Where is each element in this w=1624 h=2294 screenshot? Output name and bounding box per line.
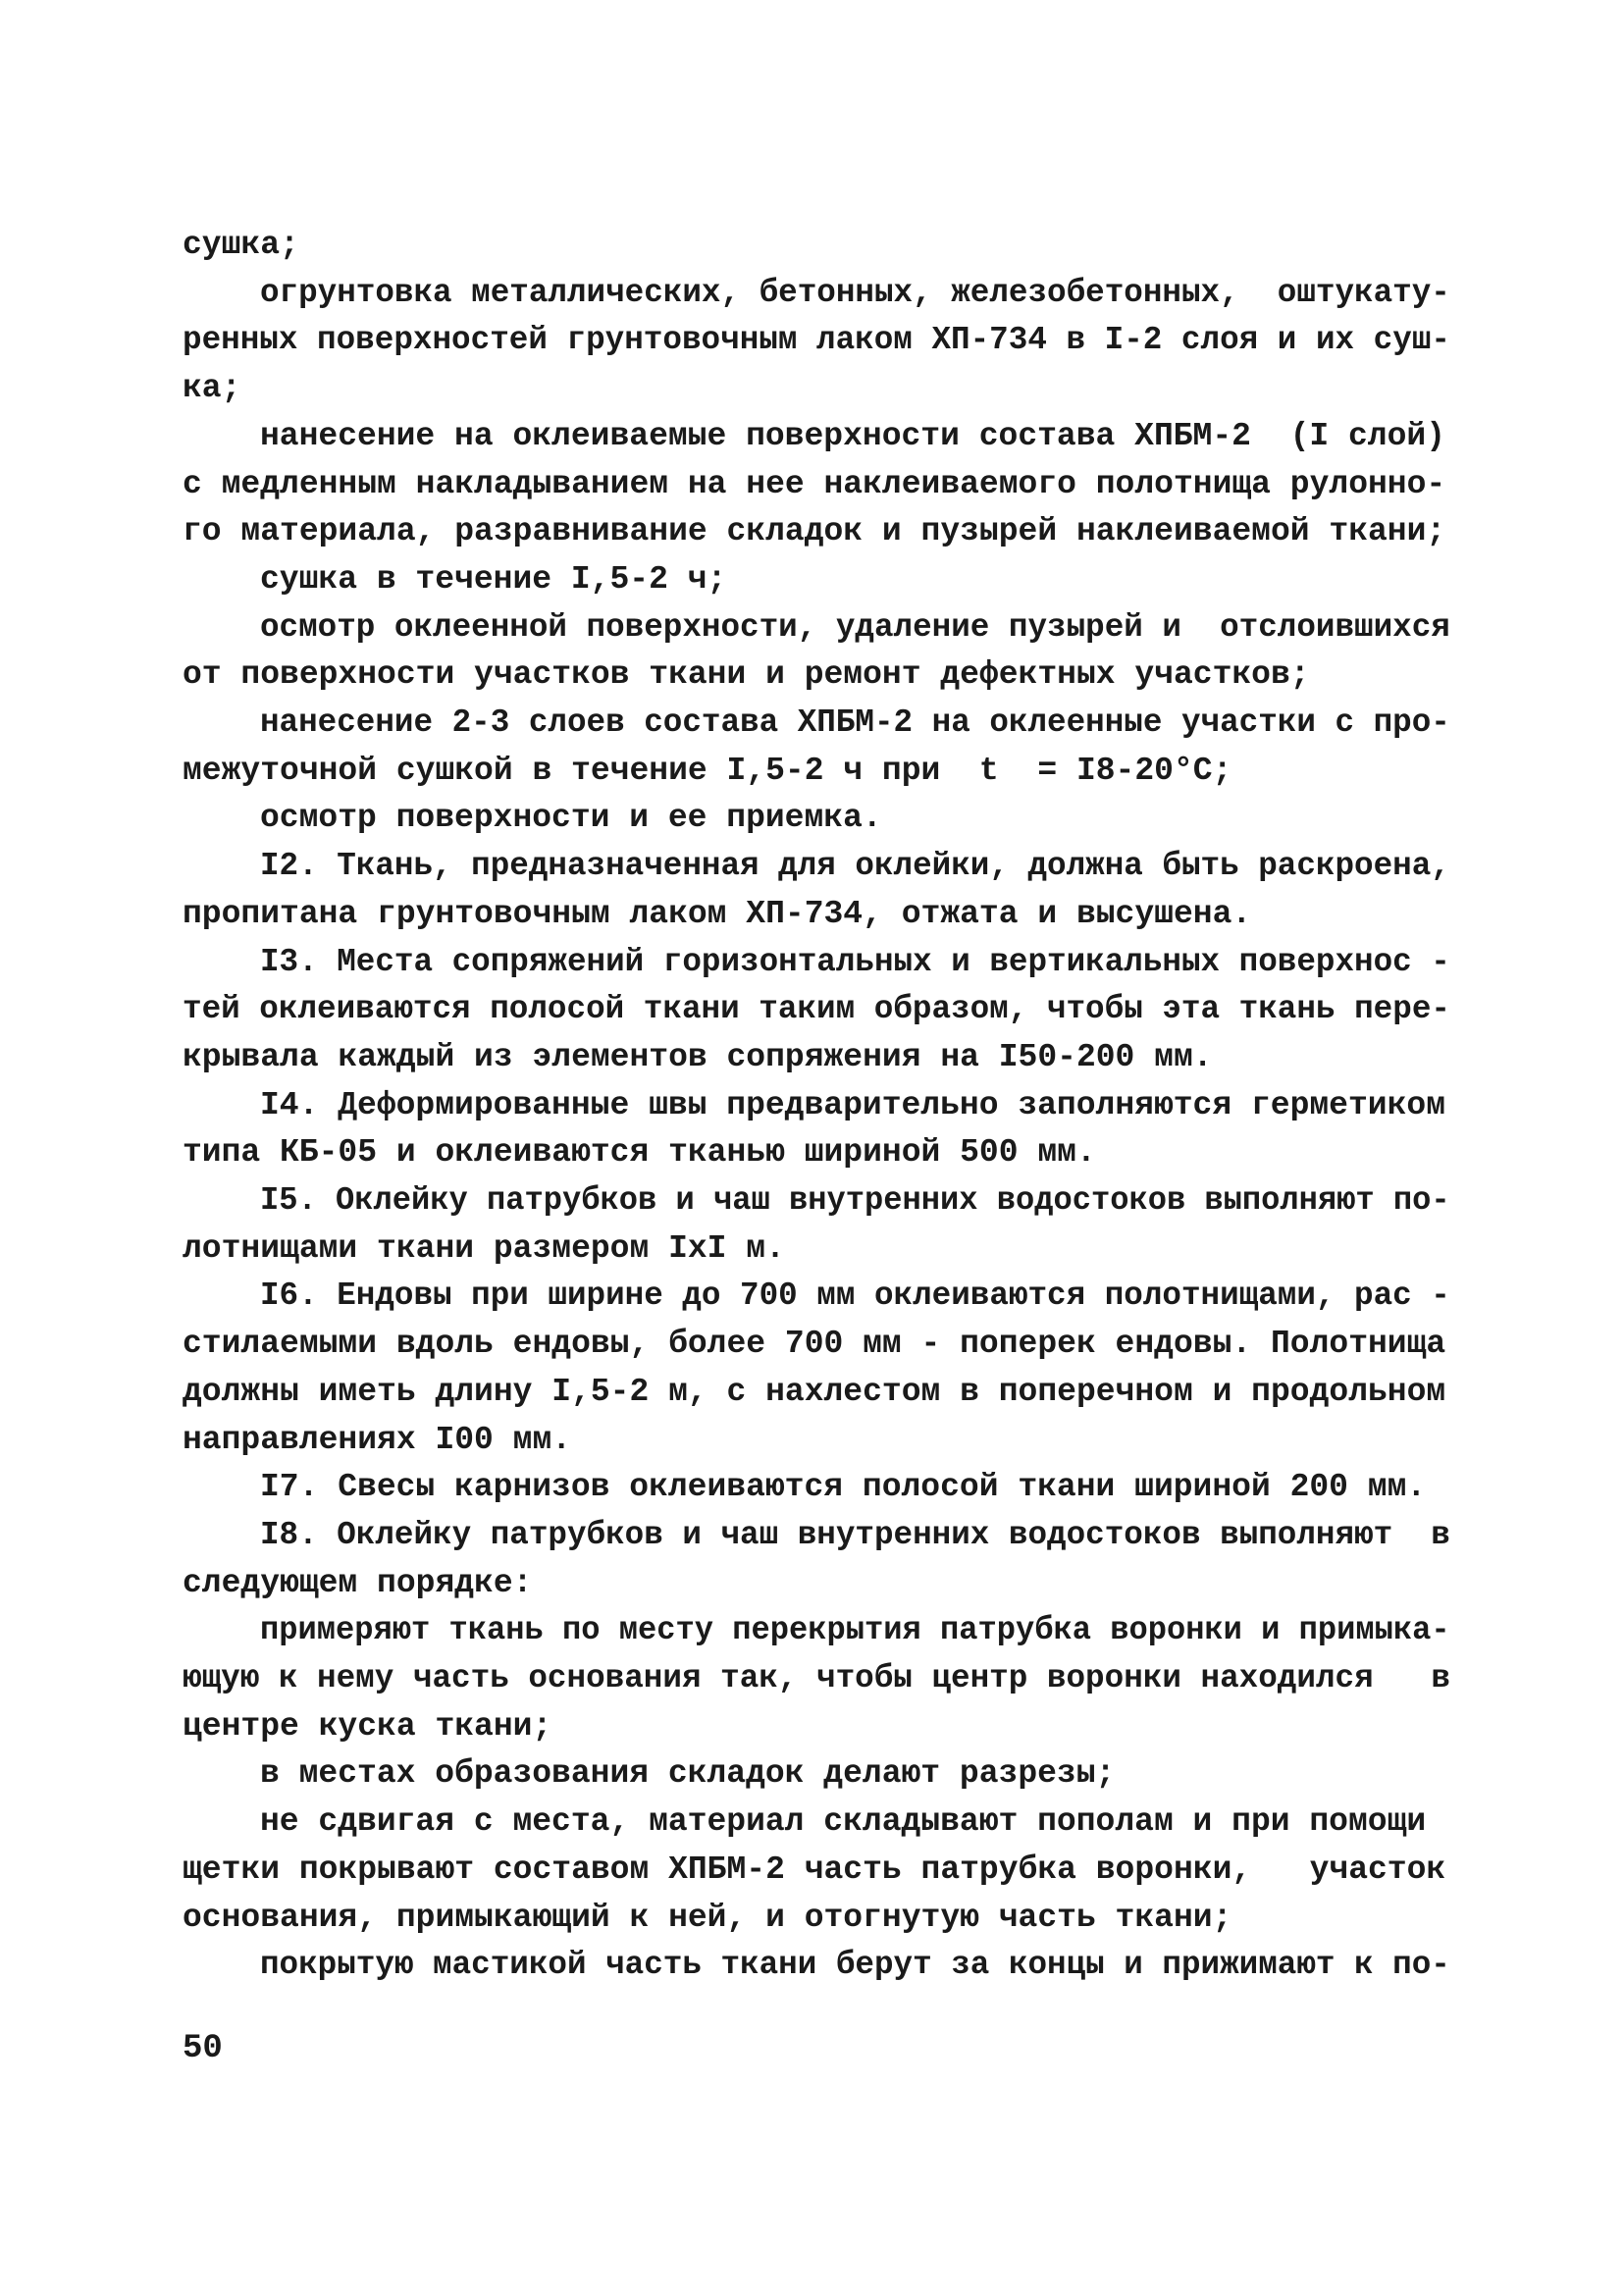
text-line: сушка; [183, 227, 299, 263]
text-line: нанесение на оклеиваемые поверхности состава ХПБМ-2 (I слой) [260, 418, 1445, 454]
text-line: основания, примыкающий к ней, и отогнутую часть ткани; [183, 1900, 1232, 1936]
text-line: го материала, разравнивание складок и пузырей наклеиваемой ткани; [183, 513, 1446, 549]
text-line: осмотр оклеенной поверхности, удаление пузырей и отслоившихся [260, 609, 1450, 646]
text-line: с медленным накладыванием на нее наклеиваемого полотнища рулонно- [183, 466, 1446, 502]
text-line: сушка в течение I,5-2 ч; [260, 561, 727, 598]
text-line: примеряют ткань по месту перекрытия патрубка воронки и примыка- [260, 1612, 1450, 1648]
text-line: I5. Оклейку патрубков и чаш внутренних водостоков выполняют по- [260, 1182, 1450, 1219]
text-line: стилаемыми вдоль ендовы, более 700 мм - поперек ендовы. Полотнища [183, 1326, 1446, 1362]
text-line: нанесение 2-3 слоев состава ХПБМ-2 на оклеенные участки с про- [260, 704, 1450, 741]
text-line: крывала каждый из элементов сопряжения на I50-200 мм. [183, 1039, 1213, 1075]
text-line: не сдвигая с места, материал складывают пополам и при помощи [260, 1803, 1427, 1840]
text-line: пропитана грунтовочным лаком ХП-734, отжата и высушена. [183, 896, 1252, 932]
text-line: тей оклеиваются полосой ткани таким образом, чтобы эта ткань пере- [183, 991, 1450, 1027]
text-line: центре куска ткани; [183, 1708, 552, 1745]
text-line: в местах образования складок делают разрезы; [260, 1755, 1116, 1792]
text-line: от поверхности участков ткани и ремонт дефектных участков; [183, 656, 1310, 693]
text-line: покрытую мастикой часть ткани берут за концы и прижимают к по- [260, 1947, 1450, 1983]
text-line: I4. Деформированные швы предварительно заполняются герметиком [260, 1087, 1445, 1123]
text-line: следующем порядке: [183, 1565, 533, 1601]
page-number: 50 [183, 2030, 223, 2067]
text-line: межуточной сушкой в течение I,5-2 ч при t = I8-20°С; [183, 753, 1232, 789]
text-line: ющую к нему часть основания так, чтобы центр воронки находился в [183, 1660, 1450, 1696]
text-line: осмотр поверхности и ее приемка. [260, 800, 882, 836]
text-line: I3. Места сопряжений горизонтальных и вертикальных поверхнос - [260, 944, 1450, 980]
text-line: должны иметь длину I,5-2 м, с нахлестом в поперечном и продольном [183, 1374, 1446, 1410]
text-line: I7. Свесы карнизов оклеиваются полосой ткани шириной 200 мм. [260, 1469, 1427, 1505]
text-line: I2. Ткань, предназначенная для оклейки, должна быть раскроена, [260, 848, 1450, 884]
text-line: направлениях I00 мм. [183, 1422, 572, 1458]
text-line: ка; [183, 370, 241, 406]
text-line: ренных поверхностей грунтовочным лаком ХП-734 в I-2 слоя и их суш- [183, 322, 1450, 358]
text-line: типа КБ-05 и оклеиваются тканью шириной 500 мм. [183, 1134, 1096, 1171]
text-line: лотнищами ткани размером IxI м. [183, 1230, 785, 1267]
text-line: I8. Оклейку патрубков и чаш внутренних водостоков выполняют в [260, 1517, 1450, 1553]
text-line: огрунтовка металлических, бетонных, железобетонных, оштукату- [260, 275, 1450, 311]
text-line: щетки покрывают составом ХПБМ-2 часть патрубка воронки, участок [183, 1851, 1446, 1888]
text-line: I6. Ендовы при ширине до 700 мм оклеиваются полотнищами, рас - [260, 1277, 1450, 1314]
